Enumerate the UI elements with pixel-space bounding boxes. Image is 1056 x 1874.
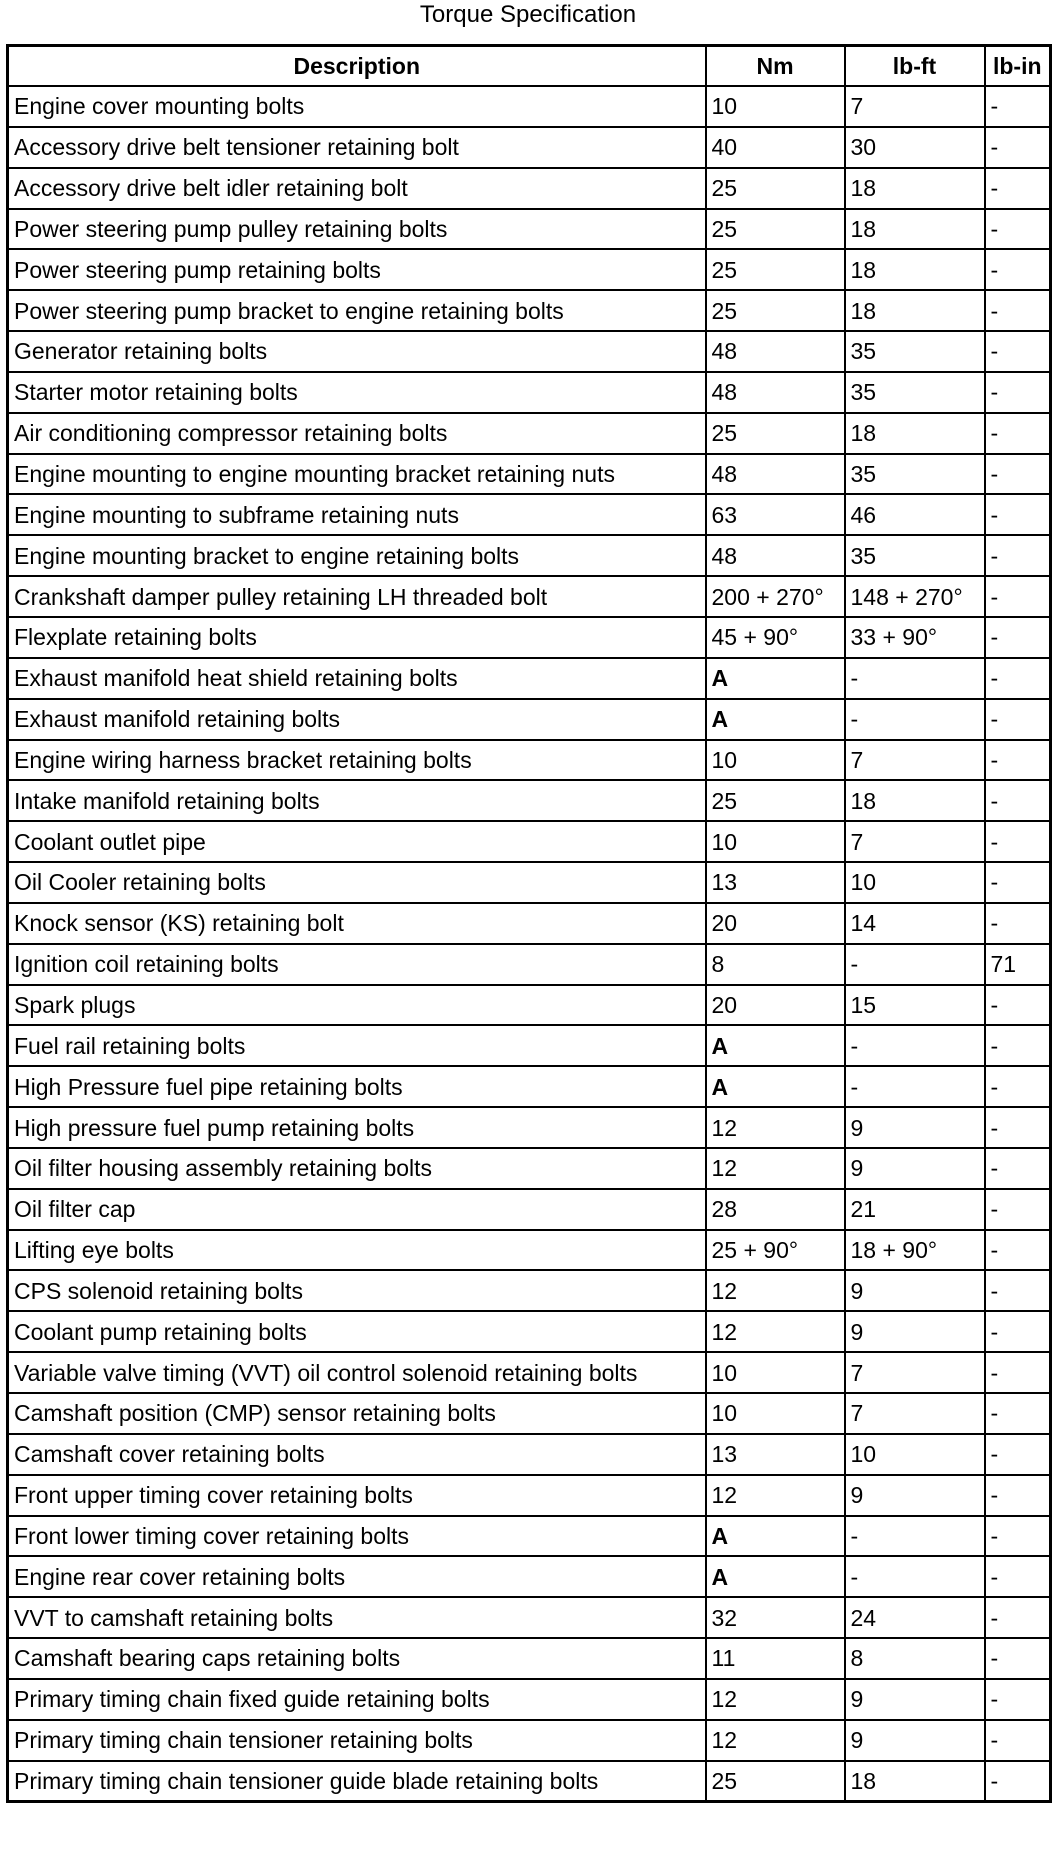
- description-cell: Coolant outlet pipe: [8, 821, 706, 862]
- description-cell: Engine cover mounting bolts: [8, 86, 706, 127]
- table-row: [8, 494, 1051, 535]
- nm-cell: 25 + 90°: [706, 1230, 845, 1271]
- lb-ft-cell: 7: [845, 740, 985, 781]
- description-cell: Accessory drive belt tensioner retaining bolt: [8, 127, 706, 168]
- lb-in-cell: -: [985, 1189, 1051, 1230]
- lb-in-cell: -: [985, 1270, 1051, 1311]
- table-row: [8, 944, 1051, 985]
- lb-in-cell: -: [985, 1148, 1051, 1189]
- lb-in-cell: -: [985, 1311, 1051, 1352]
- table-row: [8, 1352, 1051, 1393]
- lb-in-cell: -: [985, 249, 1051, 290]
- description-cell: Knock sensor (KS) retaining bolt: [8, 903, 706, 944]
- nm-cell: A: [706, 1556, 845, 1597]
- table-row: [8, 290, 1051, 331]
- table-row: [8, 127, 1051, 168]
- lb-ft-cell: 18: [845, 209, 985, 250]
- nm-cell: A: [706, 1066, 845, 1107]
- lb-ft-cell: -: [845, 944, 985, 985]
- nm-cell: 11: [706, 1638, 845, 1679]
- table-row: [8, 1475, 1051, 1516]
- lb-ft-cell: 14: [845, 903, 985, 944]
- torque-spec-table: [6, 44, 1052, 1803]
- nm-cell: 20: [706, 985, 845, 1026]
- table-row: [8, 331, 1051, 372]
- lb-ft-cell: 18: [845, 249, 985, 290]
- lb-ft-cell: 7: [845, 1352, 985, 1393]
- table-row: [8, 903, 1051, 944]
- lb-in-cell: -: [985, 658, 1051, 699]
- lb-ft-cell: 7: [845, 1393, 985, 1434]
- lb-ft-cell: 8: [845, 1638, 985, 1679]
- description-cell: Intake manifold retaining bolts: [8, 780, 706, 821]
- table-row: [8, 1148, 1051, 1189]
- nm-cell: 12: [706, 1475, 845, 1516]
- lb-in-cell: -: [985, 331, 1051, 372]
- description-cell: VVT to camshaft retaining bolts: [8, 1597, 706, 1638]
- table-row: [8, 699, 1051, 740]
- table-row: [8, 1066, 1051, 1107]
- nm-cell: 40: [706, 127, 845, 168]
- table-row: [8, 1761, 1051, 1802]
- lb-ft-cell: 15: [845, 985, 985, 1026]
- lb-in-cell: -: [985, 821, 1051, 862]
- table-row: [8, 780, 1051, 821]
- lb-in-cell: -: [985, 1761, 1051, 1802]
- lb-in-cell: -: [985, 290, 1051, 331]
- table-row: [8, 1189, 1051, 1230]
- lb-in-cell: -: [985, 1556, 1051, 1597]
- table-row: [8, 862, 1051, 903]
- description-cell: High Pressure fuel pipe retaining bolts: [8, 1066, 706, 1107]
- table-row: [8, 249, 1051, 290]
- lb-ft-cell: 9: [845, 1148, 985, 1189]
- description-cell: Flexplate retaining bolts: [8, 617, 706, 658]
- table-row: [8, 168, 1051, 209]
- table-row: [8, 1025, 1051, 1066]
- nm-cell: 25: [706, 249, 845, 290]
- lb-in-cell: -: [985, 740, 1051, 781]
- column-header-nm: Nm: [706, 46, 845, 87]
- lb-ft-cell: 18: [845, 413, 985, 454]
- lb-ft-cell: 18: [845, 1761, 985, 1802]
- description-cell: High pressure fuel pump retaining bolts: [8, 1107, 706, 1148]
- nm-cell: 20: [706, 903, 845, 944]
- table-row: [8, 1434, 1051, 1475]
- table-row: [8, 535, 1051, 576]
- lb-in-cell: -: [985, 454, 1051, 495]
- lb-in-cell: -: [985, 1066, 1051, 1107]
- nm-cell: 25: [706, 168, 845, 209]
- lb-ft-cell: -: [845, 699, 985, 740]
- lb-ft-cell: -: [845, 658, 985, 699]
- nm-cell: 45 + 90°: [706, 617, 845, 658]
- lb-in-cell: -: [985, 1516, 1051, 1557]
- lb-ft-cell: 10: [845, 1434, 985, 1475]
- nm-cell: 25: [706, 413, 845, 454]
- table-row: [8, 1638, 1051, 1679]
- description-cell: Engine wiring harness bracket retaining bolts: [8, 740, 706, 781]
- description-cell: Starter motor retaining bolts: [8, 372, 706, 413]
- nm-cell: 63: [706, 494, 845, 535]
- lb-ft-cell: 30: [845, 127, 985, 168]
- description-cell: Engine mounting to subframe retaining nuts: [8, 494, 706, 535]
- table-row: [8, 1556, 1051, 1597]
- lb-in-cell: -: [985, 576, 1051, 617]
- nm-cell: 10: [706, 86, 845, 127]
- nm-cell: 10: [706, 740, 845, 781]
- table-row: [8, 1270, 1051, 1311]
- nm-cell: 12: [706, 1679, 845, 1720]
- table-row: [8, 1107, 1051, 1148]
- table-row: [8, 821, 1051, 862]
- nm-cell: 200 + 270°: [706, 576, 845, 617]
- lb-in-cell: -: [985, 494, 1051, 535]
- column-header-lb-ft: lb-ft: [845, 46, 985, 87]
- table-row: [8, 413, 1051, 454]
- lb-in-cell: -: [985, 372, 1051, 413]
- lb-in-cell: -: [985, 413, 1051, 454]
- lb-ft-cell: 18: [845, 780, 985, 821]
- column-header-description: Description: [8, 46, 706, 87]
- lb-ft-cell: 7: [845, 86, 985, 127]
- lb-ft-cell: 9: [845, 1475, 985, 1516]
- description-cell: Front upper timing cover retaining bolts: [8, 1475, 706, 1516]
- table-row: [8, 86, 1051, 127]
- nm-cell: 25: [706, 290, 845, 331]
- lb-in-cell: -: [985, 1597, 1051, 1638]
- table-row: [8, 1720, 1051, 1761]
- nm-cell: 10: [706, 1352, 845, 1393]
- nm-cell: 25: [706, 1761, 845, 1802]
- table-row: [8, 658, 1051, 699]
- description-cell: Generator retaining bolts: [8, 331, 706, 372]
- lb-in-cell: 71: [985, 944, 1051, 985]
- nm-cell: 48: [706, 372, 845, 413]
- lb-in-cell: -: [985, 127, 1051, 168]
- description-cell: Oil filter cap: [8, 1189, 706, 1230]
- lb-ft-cell: 35: [845, 535, 985, 576]
- nm-cell: 48: [706, 535, 845, 576]
- table-row: [8, 576, 1051, 617]
- nm-cell: 32: [706, 1597, 845, 1638]
- description-cell: Lifting eye bolts: [8, 1230, 706, 1271]
- table-row: [8, 1393, 1051, 1434]
- description-cell: Power steering pump retaining bolts: [8, 249, 706, 290]
- lb-ft-cell: -: [845, 1066, 985, 1107]
- table-row: [8, 1679, 1051, 1720]
- description-cell: Engine rear cover retaining bolts: [8, 1556, 706, 1597]
- description-cell: Exhaust manifold heat shield retaining bolts: [8, 658, 706, 699]
- lb-ft-cell: 46: [845, 494, 985, 535]
- lb-ft-cell: 148 + 270°: [845, 576, 985, 617]
- lb-ft-cell: 33 + 90°: [845, 617, 985, 658]
- lb-in-cell: -: [985, 617, 1051, 658]
- lb-ft-cell: -: [845, 1556, 985, 1597]
- table-row: [8, 209, 1051, 250]
- lb-ft-cell: 9: [845, 1311, 985, 1352]
- column-header-lb-in: lb-in: [985, 46, 1051, 87]
- description-cell: Oil Cooler retaining bolts: [8, 862, 706, 903]
- description-cell: Fuel rail retaining bolts: [8, 1025, 706, 1066]
- nm-cell: 48: [706, 454, 845, 495]
- lb-in-cell: -: [985, 780, 1051, 821]
- description-cell: Crankshaft damper pulley retaining LH threaded bolt: [8, 576, 706, 617]
- description-cell: Spark plugs: [8, 985, 706, 1026]
- lb-ft-cell: 9: [845, 1270, 985, 1311]
- nm-cell: 13: [706, 1434, 845, 1475]
- lb-in-cell: -: [985, 1107, 1051, 1148]
- nm-cell: A: [706, 1516, 845, 1557]
- lb-ft-cell: 35: [845, 454, 985, 495]
- nm-cell: 12: [706, 1270, 845, 1311]
- lb-in-cell: -: [985, 1434, 1051, 1475]
- nm-cell: 25: [706, 209, 845, 250]
- description-cell: Power steering pump bracket to engine retaining bolts: [8, 290, 706, 331]
- description-cell: Exhaust manifold retaining bolts: [8, 699, 706, 740]
- table-row: [8, 454, 1051, 495]
- nm-cell: A: [706, 658, 845, 699]
- lb-ft-cell: 18 + 90°: [845, 1230, 985, 1271]
- page-title: Torque Specification: [419, 1, 637, 28]
- nm-cell: 8: [706, 944, 845, 985]
- description-cell: Primary timing chain tensioner guide blade retaining bolts: [8, 1761, 706, 1802]
- lb-ft-cell: 9: [845, 1107, 985, 1148]
- nm-cell: 12: [706, 1148, 845, 1189]
- description-cell: CPS solenoid retaining bolts: [8, 1270, 706, 1311]
- lb-in-cell: -: [985, 168, 1051, 209]
- description-cell: Oil filter housing assembly retaining bolts: [8, 1148, 706, 1189]
- table-row: [8, 1230, 1051, 1271]
- lb-ft-cell: 10: [845, 862, 985, 903]
- lb-in-cell: -: [985, 1025, 1051, 1066]
- lb-in-cell: -: [985, 862, 1051, 903]
- lb-in-cell: -: [985, 1352, 1051, 1393]
- nm-cell: 48: [706, 331, 845, 372]
- lb-ft-cell: 9: [845, 1720, 985, 1761]
- lb-in-cell: -: [985, 1230, 1051, 1271]
- table-row: [8, 617, 1051, 658]
- table-row: [8, 1311, 1051, 1352]
- nm-cell: A: [706, 1025, 845, 1066]
- lb-ft-cell: 9: [845, 1679, 985, 1720]
- lb-ft-cell: 18: [845, 168, 985, 209]
- nm-cell: A: [706, 699, 845, 740]
- lb-ft-cell: 35: [845, 372, 985, 413]
- description-cell: Coolant pump retaining bolts: [8, 1311, 706, 1352]
- description-cell: Camshaft position (CMP) sensor retaining bolts: [8, 1393, 706, 1434]
- nm-cell: 10: [706, 1393, 845, 1434]
- table-body: [8, 86, 1051, 1802]
- lb-in-cell: -: [985, 1475, 1051, 1516]
- table-row: [8, 985, 1051, 1026]
- description-cell: Front lower timing cover retaining bolts: [8, 1516, 706, 1557]
- lb-in-cell: -: [985, 209, 1051, 250]
- lb-in-cell: -: [985, 985, 1051, 1026]
- lb-ft-cell: 18: [845, 290, 985, 331]
- table-row: [8, 372, 1051, 413]
- nm-cell: 25: [706, 780, 845, 821]
- lb-ft-cell: 35: [845, 331, 985, 372]
- description-cell: Power steering pump pulley retaining bolts: [8, 209, 706, 250]
- nm-cell: 12: [706, 1107, 845, 1148]
- description-cell: Camshaft cover retaining bolts: [8, 1434, 706, 1475]
- table-row: [8, 740, 1051, 781]
- lb-in-cell: -: [985, 535, 1051, 576]
- lb-ft-cell: -: [845, 1516, 985, 1557]
- lb-in-cell: -: [985, 903, 1051, 944]
- description-cell: Ignition coil retaining bolts: [8, 944, 706, 985]
- nm-cell: 10: [706, 821, 845, 862]
- lb-in-cell: -: [985, 1393, 1051, 1434]
- lb-ft-cell: -: [845, 1025, 985, 1066]
- lb-ft-cell: 21: [845, 1189, 985, 1230]
- nm-cell: 13: [706, 862, 845, 903]
- description-cell: Engine mounting bracket to engine retaining bolts: [8, 535, 706, 576]
- lb-in-cell: -: [985, 699, 1051, 740]
- nm-cell: 28: [706, 1189, 845, 1230]
- description-cell: Primary timing chain fixed guide retaining bolts: [8, 1679, 706, 1720]
- lb-in-cell: -: [985, 1638, 1051, 1679]
- lb-ft-cell: 7: [845, 821, 985, 862]
- description-cell: Camshaft bearing caps retaining bolts: [8, 1638, 706, 1679]
- description-cell: Variable valve timing (VVT) oil control solenoid retaining bolts: [8, 1352, 706, 1393]
- table-row: [8, 1597, 1051, 1638]
- description-cell: Primary timing chain tensioner retaining bolts: [8, 1720, 706, 1761]
- header-row: [8, 46, 1051, 87]
- description-cell: Accessory drive belt idler retaining bolt: [8, 168, 706, 209]
- lb-in-cell: -: [985, 86, 1051, 127]
- lb-in-cell: -: [985, 1679, 1051, 1720]
- lb-ft-cell: 24: [845, 1597, 985, 1638]
- nm-cell: 12: [706, 1720, 845, 1761]
- description-cell: Engine mounting to engine mounting bracket retaining nuts: [8, 454, 706, 495]
- lb-in-cell: -: [985, 1720, 1051, 1761]
- table-row: [8, 1516, 1051, 1557]
- description-cell: Air conditioning compressor retaining bolts: [8, 413, 706, 454]
- nm-cell: 12: [706, 1311, 845, 1352]
